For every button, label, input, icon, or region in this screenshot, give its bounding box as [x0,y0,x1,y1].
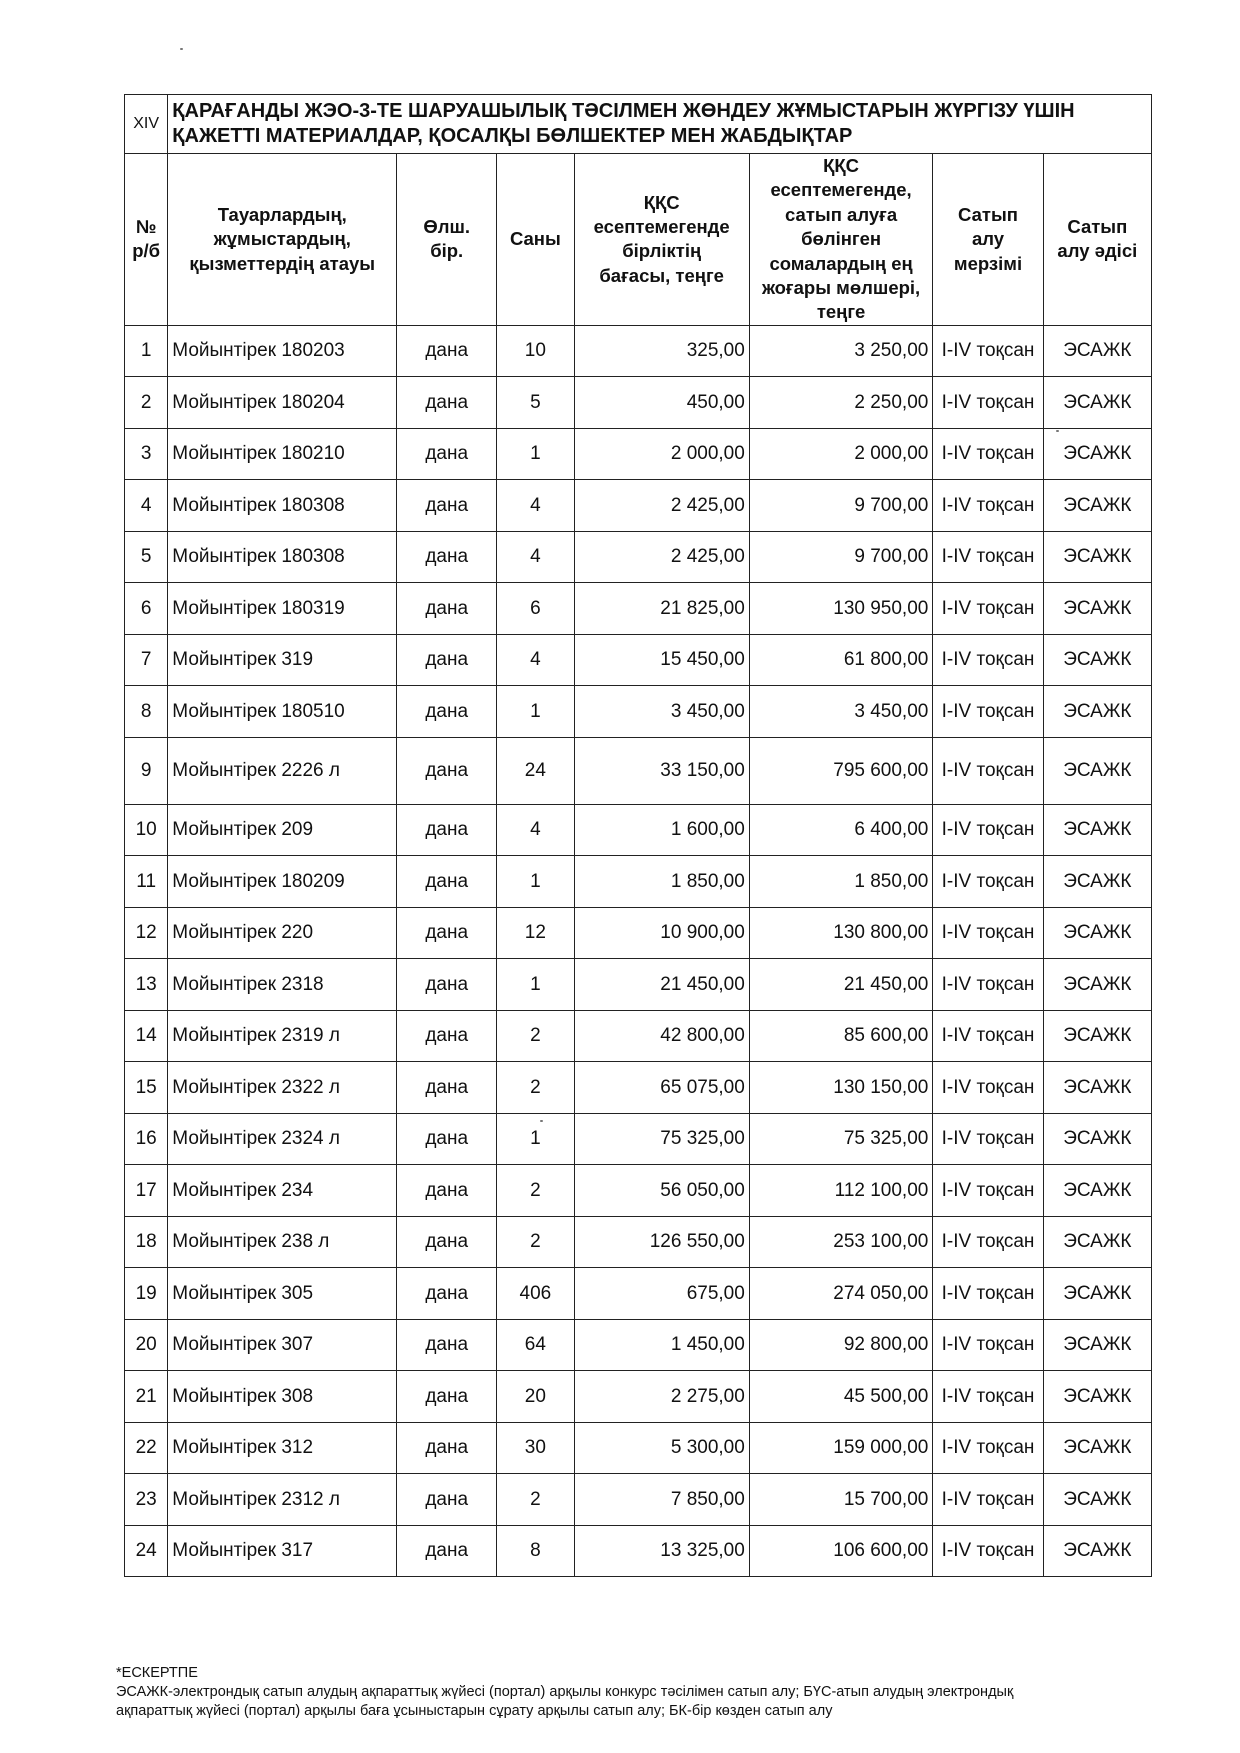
table-row [125,1525,1152,1577]
purchase-term: I-IV тоқсан [933,1216,1043,1268]
unit-price: 450,00 [574,377,749,429]
row-number: 14 [125,1010,168,1062]
total-amount: 15 700,00 [749,1474,933,1526]
unit-of-measure: дана [397,583,497,635]
quantity: 2 [497,1474,574,1526]
total-amount: 130 150,00 [749,1062,933,1114]
header-purchase-term: Сатып алу мерзімі [933,154,1043,326]
row-number: 10 [125,804,168,856]
row-number: 17 [125,1165,168,1217]
unit-of-measure: дана [397,1371,497,1423]
table-row [125,428,1152,480]
purchase-term: I-IV тоқсан [933,804,1043,856]
header-quantity: Саны [497,154,574,326]
table-body [125,325,1152,1577]
purchase-method: ЭСАЖК [1043,325,1151,377]
header-number: № р/б [125,154,168,326]
table-row [125,804,1152,856]
table-row [125,377,1152,429]
unit-price: 2 425,00 [574,480,749,532]
quantity: 10 [497,325,574,377]
unit-price: 65 075,00 [574,1062,749,1114]
item-name: Мойынтірек 180510 [168,686,397,738]
table-row [125,583,1152,635]
unit-price: 1 600,00 [574,804,749,856]
unit-of-measure: дана [397,1216,497,1268]
table-row [125,1062,1152,1114]
purchase-method: ЭСАЖК [1043,1216,1151,1268]
item-name: Мойынтірек 312 [168,1422,397,1474]
item-name: Мойынтірек 220 [168,907,397,959]
row-number: 18 [125,1216,168,1268]
quantity: 24 [497,737,574,804]
purchase-method: ЭСАЖК [1043,856,1151,908]
purchase-method: ЭСАЖК [1043,531,1151,583]
table-row [125,531,1152,583]
row-number: 11 [125,856,168,908]
quantity: 12 [497,907,574,959]
unit-price: 1 850,00 [574,856,749,908]
total-amount: 85 600,00 [749,1010,933,1062]
purchase-method: ЭСАЖК [1043,1422,1151,1474]
quantity: 20 [497,1371,574,1423]
row-number: 2 [125,377,168,429]
unit-price: 42 800,00 [574,1010,749,1062]
unit-price: 15 450,00 [574,634,749,686]
quantity: 2 [497,1216,574,1268]
row-number: 7 [125,634,168,686]
footnote-label: *ЕСКЕРТПЕ [116,1665,198,1681]
total-amount: 253 100,00 [749,1216,933,1268]
procurement-table [124,94,1152,1577]
item-name: Мойынтірек 2318 [168,959,397,1011]
row-number: 19 [125,1268,168,1320]
total-amount: 2 250,00 [749,377,933,429]
total-amount: 9 700,00 [749,480,933,532]
table-row [125,737,1152,804]
quantity: 1 [497,1113,574,1165]
item-name: Мойынтірек 307 [168,1319,397,1371]
unit-of-measure: дана [397,804,497,856]
quantity: 6 [497,583,574,635]
unit-price: 1 450,00 [574,1319,749,1371]
item-name: Мойынтірек 234 [168,1165,397,1217]
table-row [125,1422,1152,1474]
quantity: 8 [497,1525,574,1577]
unit-of-measure: дана [397,1422,497,1474]
total-amount: 130 950,00 [749,583,933,635]
section-title-line1: ҚАРАҒАНДЫ ЖЭО-3-ТЕ ШАРУАШЫЛЫҚ ТӘСІЛМЕН ЖӨНДЕУ ЖҰМЫСТАРЫН ЖҮРГІЗУ ҮШІН [172,100,1075,122]
quantity: 4 [497,804,574,856]
table-row [125,480,1152,532]
footnote-line2: ақпараттық жүйесі (портал) арқылы баға ұсыныстарын сұрату арқылы сатып алу; БК-бір көзден сатып алу [116,1703,833,1719]
item-name: Мойынтірек 180308 [168,480,397,532]
purchase-method: ЭСАЖК [1043,959,1151,1011]
purchase-term: I-IV тоқсан [933,325,1043,377]
unit-price: 75 325,00 [574,1113,749,1165]
table-row [125,325,1152,377]
item-name: Мойынтірек 209 [168,804,397,856]
purchase-method: ЭСАЖК [1043,1319,1151,1371]
purchase-term: I-IV тоқсан [933,1062,1043,1114]
section-header-row [125,95,1152,154]
unit-price: 2 275,00 [574,1371,749,1423]
total-amount: 61 800,00 [749,634,933,686]
purchase-method: ЭСАЖК [1043,907,1151,959]
purchase-term: I-IV тоқсан [933,1113,1043,1165]
row-number: 5 [125,531,168,583]
purchase-term: I-IV тоқсан [933,531,1043,583]
total-amount: 45 500,00 [749,1371,933,1423]
row-number: 13 [125,959,168,1011]
header-unit: Өлш. бір. [397,154,497,326]
purchase-term: I-IV тоқсан [933,480,1043,532]
total-amount: 2 000,00 [749,428,933,480]
row-number: 20 [125,1319,168,1371]
unit-of-measure: дана [397,325,497,377]
quantity: 2 [497,1010,574,1062]
unit-price: 3 450,00 [574,686,749,738]
item-name: Мойынтірек 180203 [168,325,397,377]
quantity: 2 [497,1165,574,1217]
purchase-method: ЭСАЖК [1043,583,1151,635]
purchase-method: ЭСАЖК [1043,1062,1151,1114]
total-amount: 106 600,00 [749,1525,933,1577]
total-amount: 3 250,00 [749,325,933,377]
table-row [125,1474,1152,1526]
table-row [125,1165,1152,1217]
unit-price: 2 425,00 [574,531,749,583]
header-unit-price: ҚҚС есептемегенде бірліктің бағасы, теңге [574,154,749,326]
purchase-method: ЭСАЖК [1043,428,1151,480]
table-row [125,959,1152,1011]
table-row [125,856,1152,908]
unit-price: 325,00 [574,325,749,377]
item-name: Мойынтірек 180319 [168,583,397,635]
purchase-term: I-IV тоқсан [933,1525,1043,1577]
row-number: 9 [125,737,168,804]
purchase-term: I-IV тоқсан [933,737,1043,804]
quantity: 64 [497,1319,574,1371]
purchase-term: I-IV тоқсан [933,856,1043,908]
purchase-term: I-IV тоқсан [933,1319,1043,1371]
row-number: 6 [125,583,168,635]
unit-price: 7 850,00 [574,1474,749,1526]
purchase-term: I-IV тоқсан [933,1268,1043,1320]
purchase-method: ЭСАЖК [1043,1113,1151,1165]
item-name: Мойынтірек 2322 л [168,1062,397,1114]
purchase-term: I-IV тоқсан [933,1165,1043,1217]
quantity: 1 [497,959,574,1011]
purchase-method: ЭСАЖК [1043,1268,1151,1320]
item-name: Мойынтірек 238 л [168,1216,397,1268]
row-number: 23 [125,1474,168,1526]
item-name: Мойынтірек 180210 [168,428,397,480]
quantity: 4 [497,480,574,532]
table-row [125,1113,1152,1165]
item-name: Мойынтірек 319 [168,634,397,686]
purchase-method: ЭСАЖК [1043,634,1151,686]
header-total-amount: ҚҚС есептемегенде, сатып алуға бөлінген сомалардың ең жоғары мөлшері, теңге [749,154,933,326]
total-amount: 3 450,00 [749,686,933,738]
unit-price: 2 000,00 [574,428,749,480]
row-number: 21 [125,1371,168,1423]
section-title [168,95,1152,154]
scan-speck [180,48,183,50]
row-number: 16 [125,1113,168,1165]
unit-price: 5 300,00 [574,1422,749,1474]
unit-of-measure: дана [397,1010,497,1062]
item-name: Мойынтірек 180209 [168,856,397,908]
total-amount: 112 100,00 [749,1165,933,1217]
purchase-term: I-IV тоқсан [933,1474,1043,1526]
header-purchase-method: Сатып алу әдісі [1043,154,1151,326]
purchase-term: I-IV тоқсан [933,583,1043,635]
purchase-term: I-IV тоқсан [933,377,1043,429]
total-amount: 92 800,00 [749,1319,933,1371]
row-number: 15 [125,1062,168,1114]
table-row [125,907,1152,959]
table-row [125,1216,1152,1268]
unit-of-measure: дана [397,737,497,804]
footnote [116,1664,1156,1721]
purchase-term: I-IV тоқсан [933,634,1043,686]
total-amount: 159 000,00 [749,1422,933,1474]
row-number: 12 [125,907,168,959]
column-header-row [125,154,1152,326]
unit-price: 675,00 [574,1268,749,1320]
unit-of-measure: дана [397,1525,497,1577]
unit-price: 10 900,00 [574,907,749,959]
unit-of-measure: дана [397,1319,497,1371]
total-amount: 130 800,00 [749,907,933,959]
row-number: 8 [125,686,168,738]
table-row [125,1010,1152,1062]
quantity: 1 [497,428,574,480]
item-name: Мойынтірек 308 [168,1371,397,1423]
table-row [125,1319,1152,1371]
total-amount: 1 850,00 [749,856,933,908]
unit-of-measure: дана [397,480,497,532]
unit-of-measure: дана [397,428,497,480]
purchase-method: ЭСАЖК [1043,1371,1151,1423]
quantity: 30 [497,1422,574,1474]
purchase-method: ЭСАЖК [1043,1474,1151,1526]
row-number: 24 [125,1525,168,1577]
purchase-term: I-IV тоқсан [933,1010,1043,1062]
unit-price: 21 825,00 [574,583,749,635]
item-name: Мойынтірек 305 [168,1268,397,1320]
purchase-method: ЭСАЖК [1043,686,1151,738]
unit-of-measure: дана [397,686,497,738]
total-amount: 21 450,00 [749,959,933,1011]
item-name: Мойынтірек 180204 [168,377,397,429]
row-number: 3 [125,428,168,480]
purchase-method: ЭСАЖК [1043,804,1151,856]
table-row [125,686,1152,738]
unit-of-measure: дана [397,1062,497,1114]
header-name: Тауарлардың, жұмыстардың, қызметтердің атауы [168,154,397,326]
quantity: 2 [497,1062,574,1114]
total-amount: 274 050,00 [749,1268,933,1320]
unit-of-measure: дана [397,377,497,429]
total-amount: 6 400,00 [749,804,933,856]
quantity: 1 [497,686,574,738]
unit-price: 33 150,00 [574,737,749,804]
purchase-method: ЭСАЖК [1043,1525,1151,1577]
quantity: 1 [497,856,574,908]
unit-of-measure: дана [397,1165,497,1217]
unit-price: 56 050,00 [574,1165,749,1217]
quantity: 5 [497,377,574,429]
unit-of-measure: дана [397,1268,497,1320]
purchase-term: I-IV тоқсан [933,1422,1043,1474]
table-row [125,1268,1152,1320]
footnote-line1: ЭСАЖК-электрондық сатып алудың ақпараттық жүйесі (портал) арқылы конкурс тәсілімен сатып алу; БҮС-атып алудың электрондық [116,1684,1014,1700]
unit-of-measure: дана [397,531,497,583]
unit-of-measure: дана [397,1113,497,1165]
purchase-method: ЭСАЖК [1043,480,1151,532]
unit-of-measure: дана [397,1474,497,1526]
purchase-method: ЭСАЖК [1043,737,1151,804]
item-name: Мойынтірек 180308 [168,531,397,583]
unit-of-measure: дана [397,959,497,1011]
purchase-term: I-IV тоқсан [933,907,1043,959]
item-name: Мойынтірек 317 [168,1525,397,1577]
table-row [125,634,1152,686]
unit-price: 126 550,00 [574,1216,749,1268]
item-name: Мойынтірек 2312 л [168,1474,397,1526]
quantity: 4 [497,531,574,583]
item-name: Мойынтірек 2324 л [168,1113,397,1165]
total-amount: 9 700,00 [749,531,933,583]
purchase-term: I-IV тоқсан [933,428,1043,480]
purchase-term: I-IV тоқсан [933,686,1043,738]
purchase-method: ЭСАЖК [1043,1165,1151,1217]
purchase-method: ЭСАЖК [1043,377,1151,429]
unit-of-measure: дана [397,634,497,686]
quantity: 406 [497,1268,574,1320]
total-amount: 75 325,00 [749,1113,933,1165]
unit-price: 13 325,00 [574,1525,749,1577]
row-number: 4 [125,480,168,532]
unit-of-measure: дана [397,907,497,959]
table-row [125,1371,1152,1423]
item-name: Мойынтірек 2319 л [168,1010,397,1062]
item-name: Мойынтірек 2226 л [168,737,397,804]
total-amount: 795 600,00 [749,737,933,804]
purchase-term: I-IV тоқсан [933,1371,1043,1423]
row-number: 22 [125,1422,168,1474]
section-number: XIV [125,95,168,154]
row-number: 1 [125,325,168,377]
quantity: 4 [497,634,574,686]
purchase-method: ЭСАЖК [1043,1010,1151,1062]
unit-of-measure: дана [397,856,497,908]
unit-price: 21 450,00 [574,959,749,1011]
section-title-line2: ҚАЖЕТТІ МАТЕРИАЛДАР, ҚОСАЛҚЫ БӨЛШЕКТЕР МЕН ЖАБДЫҚТАР [172,125,853,147]
purchase-term: I-IV тоқсан [933,959,1043,1011]
